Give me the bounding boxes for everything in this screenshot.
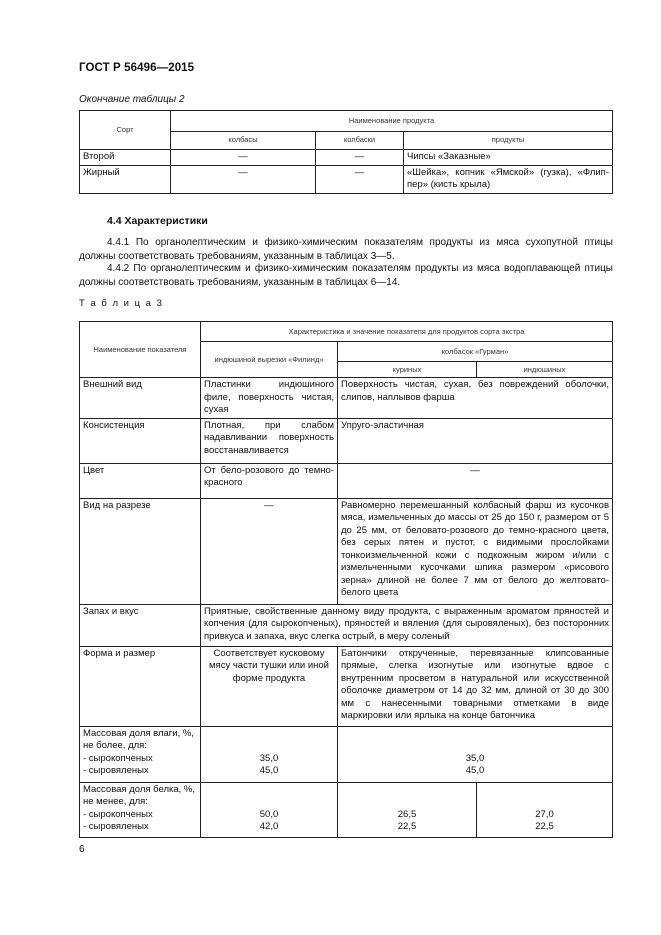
table-row bbox=[80, 378, 613, 419]
t3-cell bbox=[338, 726, 613, 782]
table-row bbox=[80, 498, 613, 604]
t2-col-sort: Сорт bbox=[80, 111, 171, 150]
t3-cell bbox=[201, 726, 338, 782]
t3-value: 45,0 bbox=[465, 765, 485, 776]
table-2 bbox=[79, 110, 613, 194]
t3-row-label: Вид на разрезе bbox=[80, 498, 201, 604]
table-row bbox=[80, 726, 613, 782]
t3-cell: Плотная, при слабом надавливании поверхность восстанавливается bbox=[201, 418, 338, 463]
t3-row-sub: - сырокопченых bbox=[83, 752, 153, 764]
t3-cell: — bbox=[338, 463, 613, 498]
t2-cell: — bbox=[316, 165, 404, 193]
table-3 bbox=[79, 321, 613, 838]
t3-cell: Соответствует кусковому мясу части тушки или иной форме продукта bbox=[201, 646, 338, 726]
t3-row-label: Форма и размер bbox=[80, 646, 201, 726]
table-row bbox=[80, 418, 613, 463]
t3-row-label bbox=[80, 726, 201, 782]
t3-cell: От бело-розового до темно-красного bbox=[201, 463, 338, 498]
t2-col-kolbasy: колбасы bbox=[171, 132, 316, 150]
t3-value: 50,0 bbox=[259, 808, 279, 820]
t3-col-filiyd: индюшиной вырезки «Филинд» bbox=[201, 342, 338, 378]
t3-col-name: Наименование показателя bbox=[80, 322, 201, 378]
table-row bbox=[80, 646, 613, 726]
t2-cell: Жирный bbox=[80, 165, 171, 193]
t3-row-label: Цвет bbox=[80, 463, 201, 498]
t3-value: 22,5 bbox=[397, 821, 417, 832]
table-row bbox=[80, 165, 613, 193]
t3-value: 35,0 bbox=[259, 752, 279, 764]
t3-row-sub: - сырокопченых bbox=[83, 808, 153, 820]
t3-value: 45,0 bbox=[259, 765, 279, 776]
t3-cell: Равномерно перемешанный колбасный фарш из кусочков мяса, измельченных до массы от 25 до 150 г, размером от 5 до 25 мм, от беловато-розового до темно-красного цвета, без серых пятен и пустот, с видимыми прослойками тонкоизмельченной кожи с подкожным жиром и/или с измельченными кусочками шпика размером «рисового зерна» длиной не более 7 мм от белого до желтовато-белого цвета bbox=[338, 498, 613, 604]
t3-row-label: Внешний вид bbox=[80, 378, 201, 419]
t2-cell: «Шейка», копчик «Ямской» (гузка), «Флип-пер» (кисть крыла) bbox=[404, 165, 613, 193]
table-row bbox=[80, 150, 613, 166]
t3-row-label-text: Массовая доля влаги, %, не более, для: bbox=[83, 727, 194, 751]
t2-cell: Чипсы «Заказные» bbox=[404, 150, 613, 166]
t3-col-indyushinyh: индюшиных bbox=[477, 362, 613, 378]
t3-row-label: Запах и вкус bbox=[80, 604, 201, 646]
t3-row-label-text: Массовая доля белка, %, не менее, для: bbox=[83, 783, 196, 807]
t3-cell: Приятные, свойственные данному виду продукта, с выраженным ароматом пряностей и копчения (для сырокопченых), пряностей и вяления (для сыровяленых), без посторонних привкуса и запаха, вкус слегка острый, в меру соленый bbox=[201, 604, 613, 646]
t3-cell: Поверхность чистая, сухая, без повреждений оболочки, слипов, наплывов фарша bbox=[338, 378, 613, 419]
t3-row-label: Консистенция bbox=[80, 418, 201, 463]
t3-value: 42,0 bbox=[259, 821, 279, 832]
table-row bbox=[80, 782, 613, 837]
t2-col-kolbaski: колбаски bbox=[316, 132, 404, 150]
table-row bbox=[80, 604, 613, 646]
t3-col-group: Характеристика и значение показателя для продуктов сорта экстра bbox=[201, 322, 613, 342]
t3-row-label bbox=[80, 782, 201, 837]
t3-cell: Пластинки индюшиного филе, поверхность чистая, сухая bbox=[201, 378, 338, 419]
page-number: 6 bbox=[79, 844, 85, 855]
t3-value: 26,5 bbox=[397, 808, 417, 820]
t3-row-sub: - сыровяленых bbox=[83, 765, 149, 776]
t2-col-produkty: продукты bbox=[404, 132, 613, 150]
t3-col-gurman: колбасок «Гурман» bbox=[338, 342, 613, 362]
t3-cell: — bbox=[201, 498, 338, 604]
t2-cell: — bbox=[316, 150, 404, 166]
t3-value: 22,5 bbox=[535, 821, 554, 832]
table-row bbox=[80, 463, 613, 498]
paragraph-4-4-2: 4.4.2 По органолептическим и физико-химическим показателям продукты из мяса водоплавающей птицы должны соответствовать требованиям, указанным в таблицах 6—14. bbox=[79, 263, 613, 288]
t3-cell: Батончики открученные, перевязанные клипсованные прямые, слегка изогнутые или изогнутые вдвое с внутренним просветом в натуральной или искусственной оболочке диаметром от 14 до 32 мм, длиной от 30 до 300 мм с нанесенными товарными отметками в виде маркировки или ярлыка на конце батончика bbox=[338, 646, 613, 726]
t3-cell bbox=[338, 782, 477, 837]
section-heading: 4.4 Характеристики bbox=[107, 215, 208, 227]
t2-cell: Второй bbox=[80, 150, 171, 166]
t3-value: 27,0 bbox=[535, 808, 554, 820]
t3-cell bbox=[201, 782, 338, 837]
t3-cell: Упруго-эластичная bbox=[338, 418, 613, 463]
table3-caption: Т а б л и ц а 3 bbox=[79, 298, 164, 309]
t2-cell: — bbox=[171, 150, 316, 166]
t3-cell bbox=[477, 782, 613, 837]
document-header: ГОСТ Р 56496—2015 bbox=[79, 62, 195, 74]
t3-value: 35,0 bbox=[465, 752, 485, 764]
t3-row-sub: - сыровяленых bbox=[83, 821, 149, 832]
t2-cell: — bbox=[171, 165, 316, 193]
t3-col-kurinyh: куриных bbox=[338, 362, 477, 378]
paragraph-4-4-1: 4.4.1 По органолептическим и физико-химическим показателям продукты из мяса сухопутной птицы должны соответствовать требованиям, указанным в таблицах 3—5. bbox=[79, 237, 613, 262]
t2-col-group: Наименование продукта bbox=[171, 111, 613, 132]
table2-caption: Окончание таблицы 2 bbox=[79, 94, 185, 105]
